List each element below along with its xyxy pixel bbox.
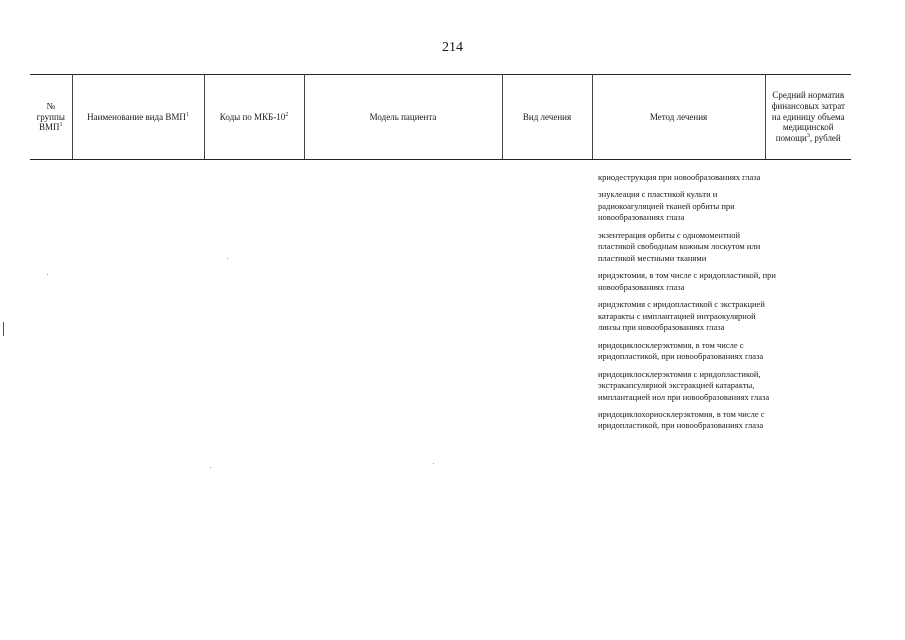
scan-speck bbox=[210, 467, 211, 468]
method-item: иридоциклосклерэктомия, в том числе с иридопластикой, при новообразованиях глаза bbox=[598, 339, 764, 362]
treatment-methods-list bbox=[598, 172, 778, 438]
method-item: криодеструкция при новообразованиях глаза bbox=[598, 172, 761, 182]
scan-speck bbox=[433, 463, 434, 464]
method-item: иридоциклохориосклерэктомия, в том числе с иридопластикой, при новообразованиях глаза bbox=[598, 408, 765, 431]
scan-speck bbox=[227, 258, 228, 259]
header-row bbox=[30, 75, 851, 160]
scan-speck bbox=[47, 274, 48, 275]
col-header-vmp-name: Наименование вида ВМП$^1$ bbox=[72, 75, 204, 160]
col-header-group-number: № группы ВМП$^1$ bbox=[30, 75, 72, 160]
method-item: энуклеация с пластикой культи и радиокоагуляцией тканей орбиты при новообразованиях глаза bbox=[598, 189, 735, 223]
col-header-icd-codes: Коды по МКБ-$10^2$ bbox=[204, 75, 304, 160]
page-number: 214 bbox=[442, 40, 463, 55]
method-item: иридоциклосклерэктомия с иридопластикой, экстракапсулярной экстракцией катаракты, имплантацией иол при новообразованиях глаза bbox=[598, 368, 770, 402]
scan-margin-mark bbox=[3, 322, 4, 336]
header-table bbox=[30, 74, 851, 160]
method-item: иридэктомия, в том числе с иридопластикой, при новообразованиях глаза bbox=[598, 270, 776, 292]
method-item: иридэктомия с иридопластикой с экстракцией катаракты с имплантацией интраокулярной линзы при новообразованиях глаза bbox=[598, 299, 765, 333]
col-header-patient-model: Модель пациента bbox=[304, 75, 502, 160]
col-header-treatment-method: Метод лечения bbox=[592, 75, 765, 160]
col-header-average-cost: Средний норматив финансовых затрат на единицу объема медицинской помощи$^3$, рублей bbox=[765, 75, 851, 160]
method-item: экзентерация орбиты с одномоментной пластикой свободным кожным лоскутом или пластикой местными тканями bbox=[598, 229, 761, 263]
col-header-treatment-type: Вид лечения bbox=[502, 75, 592, 160]
